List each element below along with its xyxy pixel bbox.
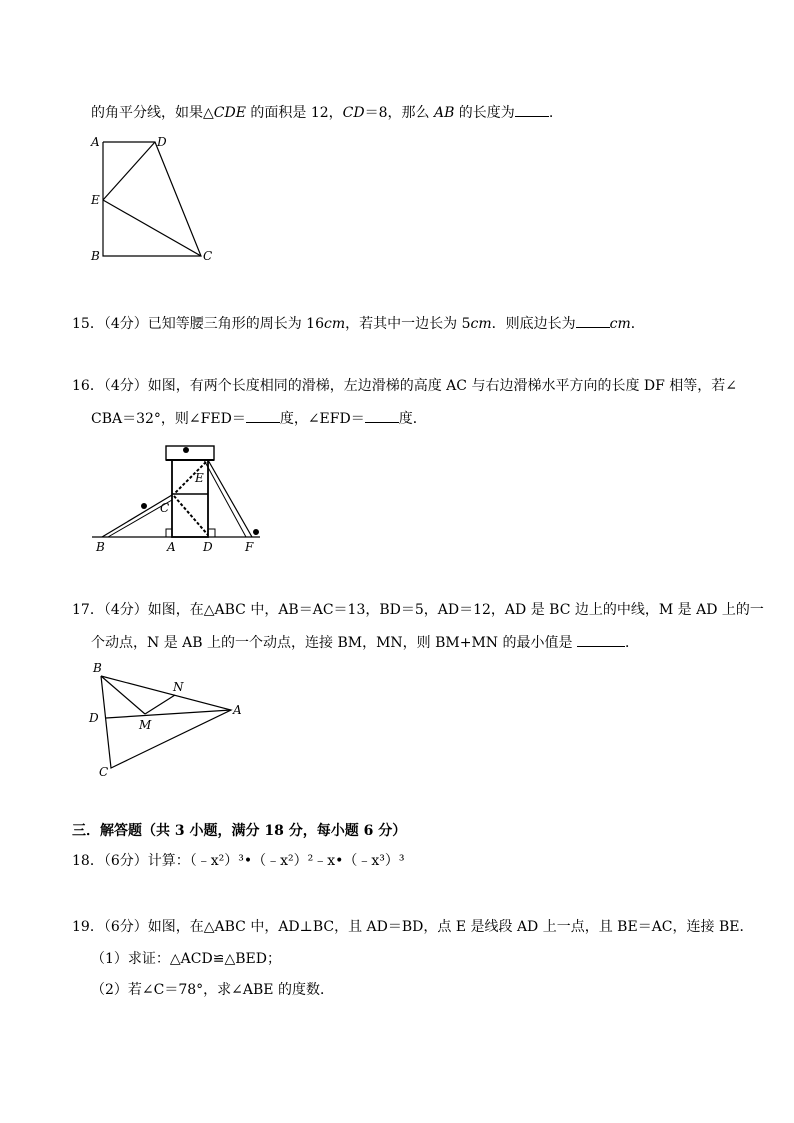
answer-blank bbox=[576, 313, 610, 328]
q17-line2 bbox=[91, 632, 639, 653]
q16-text2b: 度，∠EFD＝ bbox=[279, 411, 365, 427]
label-e: E bbox=[195, 471, 204, 485]
q14-cd: CD bbox=[342, 105, 365, 121]
label-m: M bbox=[139, 718, 152, 732]
q17-figure bbox=[85, 660, 255, 780]
label-c: C bbox=[160, 501, 170, 515]
q14-text-c: ＝8，那么 bbox=[364, 105, 434, 121]
label-c: C bbox=[99, 765, 109, 779]
q14-cde: CDE bbox=[213, 105, 246, 121]
q19-number: 19．（6分） bbox=[72, 919, 148, 935]
q17-end: ． bbox=[624, 635, 639, 651]
label-n: N bbox=[173, 680, 184, 694]
q14-ab: AB bbox=[433, 105, 455, 121]
answer-blank bbox=[577, 632, 625, 647]
q14-segment-ec bbox=[103, 200, 201, 256]
q14-segment-ed bbox=[103, 142, 155, 200]
answer-blank bbox=[515, 102, 549, 117]
q17-line1 bbox=[72, 600, 764, 620]
q16-figure bbox=[88, 440, 278, 555]
q15-unit: cm bbox=[470, 316, 492, 332]
label-d: D bbox=[157, 135, 167, 149]
answer-blank bbox=[365, 408, 399, 423]
q19-line1 bbox=[72, 917, 753, 937]
label-b: B bbox=[93, 661, 102, 675]
right-slide-rail bbox=[204, 460, 246, 537]
right-angle-d bbox=[208, 529, 215, 537]
label-b: B bbox=[91, 249, 100, 263]
label-d: D bbox=[203, 540, 213, 554]
q14-quad bbox=[103, 142, 201, 256]
q14-text-a: 的角平分线，如果△ bbox=[91, 105, 214, 121]
segment-mn bbox=[145, 695, 175, 714]
q15-number: 15．（4分） bbox=[72, 316, 148, 332]
q19-part2: （2）若∠C＝78°，求∠ABE 的度数． bbox=[91, 982, 334, 998]
q16-line2 bbox=[91, 408, 427, 429]
label-a: A bbox=[91, 135, 100, 149]
q14-text-line bbox=[91, 102, 553, 123]
q16-text1: 如图，有两个长度相同的滑梯，左边滑梯的高度 AC 与右边滑梯水平方向的长度 DF 相等，若∠ bbox=[147, 378, 738, 394]
q15-text2: ，若其中一边长为 5 bbox=[345, 316, 471, 332]
q14-text-d: 的长度为 bbox=[454, 105, 515, 121]
q14-text-b: 的面积是 12， bbox=[245, 105, 343, 121]
child-right-icon bbox=[253, 529, 259, 535]
q15-line bbox=[72, 313, 645, 334]
right-slide bbox=[208, 460, 252, 537]
label-b: B bbox=[96, 540, 105, 554]
q16-text2a: CBA＝32°，则∠FED＝ bbox=[91, 411, 246, 427]
q18-expression: 计算：（﹣x²）³•（﹣x²）²﹣x•（﹣x³）³ bbox=[147, 853, 405, 869]
label-a: A bbox=[167, 540, 176, 554]
label-c: C bbox=[203, 249, 213, 263]
q15-end: ． bbox=[630, 316, 645, 332]
q17-text2: 个动点，N 是 AB 上的一个动点，连接 BM，MN，则 BM+MN 的最小值是 bbox=[91, 635, 577, 651]
q14-end: . bbox=[548, 105, 554, 121]
q15-text3: ．则底边长为 bbox=[491, 316, 576, 332]
tower-railing bbox=[166, 446, 214, 460]
label-e: E bbox=[91, 193, 100, 207]
q18-number: 18．（6分） bbox=[72, 853, 148, 869]
ladder-lower bbox=[174, 496, 208, 535]
median-ad bbox=[106, 710, 231, 718]
q15-unit: cm bbox=[324, 316, 346, 332]
q14-figure bbox=[85, 130, 225, 270]
q17-text1: 如图，在△ABC 中，AB＝AC＝13，BD＝5，AD＝12，AD 是 BC 边上的中线，M 是 AD 上的一 bbox=[147, 602, 764, 618]
triangle-abc bbox=[101, 676, 231, 768]
label-d: D bbox=[89, 711, 99, 725]
label-a: A bbox=[233, 703, 242, 717]
q15-text: 已知等腰三角形的周长为 16 bbox=[147, 316, 324, 332]
q19-text1: 如图，在△ABC 中，AD⊥BC，且 AD＝BD，点 E 是线段 AD 上一点，且 BE＝AC，连接 BE． bbox=[147, 919, 754, 935]
section-title: 三．解答题（共 3 小题，满分 18 分，每小题 6 分） bbox=[72, 823, 407, 839]
answer-blank bbox=[246, 408, 280, 423]
q16-text2c: 度． bbox=[398, 411, 427, 427]
q16-number: 16．（4分） bbox=[72, 378, 148, 394]
q16-line1 bbox=[72, 376, 737, 396]
child-top-icon bbox=[183, 447, 189, 453]
q18-line bbox=[72, 851, 405, 871]
q17-number: 17．（4分） bbox=[72, 602, 148, 618]
q15-unit: cm bbox=[609, 316, 631, 332]
child-left-icon bbox=[141, 503, 147, 509]
q19-part1: （1）求证：△ACD≌△BED； bbox=[91, 951, 281, 967]
label-f: F bbox=[245, 540, 254, 554]
